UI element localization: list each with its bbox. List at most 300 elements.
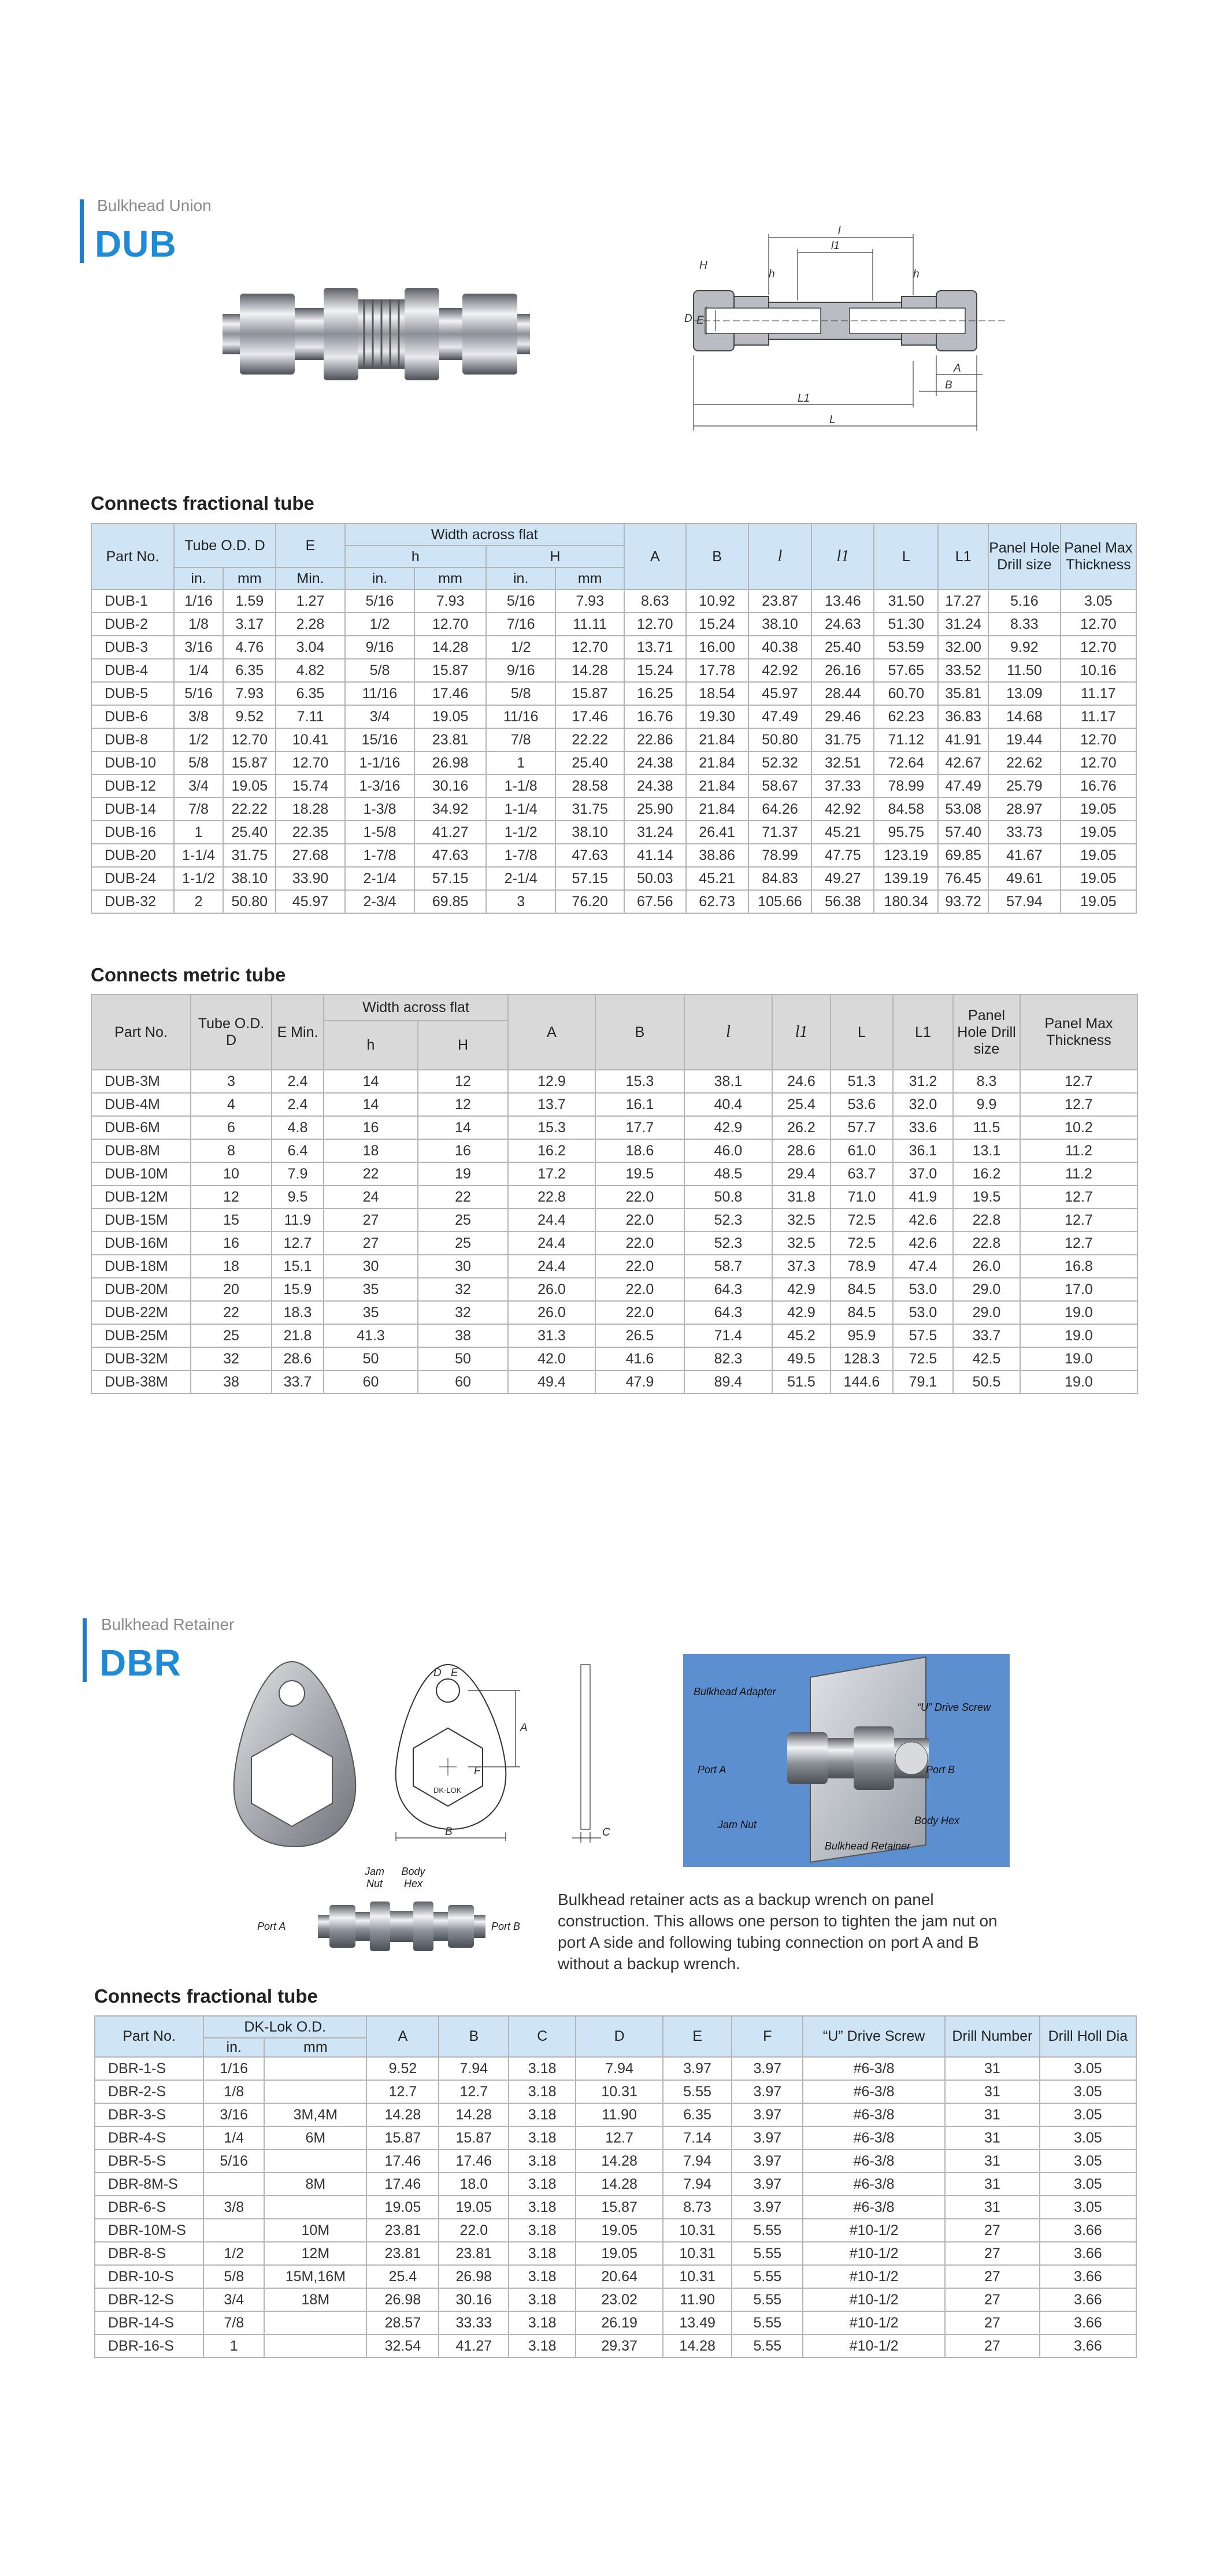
- table-cell: 19.05: [366, 2196, 439, 2219]
- col-dk-lok-od: DK-Lok O.D.: [203, 2016, 366, 2038]
- dbr-accent-bar: [83, 1618, 87, 1682]
- table-row: [91, 1347, 1137, 1370]
- part-number-cell: DBR-4-S: [95, 2126, 203, 2149]
- part-number-cell: DUB-20M: [91, 1278, 191, 1301]
- table-cell: 38.86: [686, 844, 748, 867]
- table-cell: 17.7: [595, 1116, 684, 1139]
- table-cell: 64.3: [684, 1301, 772, 1324]
- table-cell: 18.54: [686, 682, 748, 705]
- dub-fractional-body: [91, 590, 1136, 913]
- label-body-hex: Body Hex: [914, 1815, 960, 1826]
- part-number-cell: DBR-8-S: [95, 2242, 203, 2265]
- table-cell: 12.7: [1020, 1093, 1137, 1116]
- table-cell: 3/8: [174, 705, 224, 728]
- table-cell: 16.76: [624, 705, 686, 728]
- table-cell: 33.6: [893, 1116, 953, 1139]
- col-l1: l1: [811, 524, 874, 590]
- table-cell: 13.1: [953, 1139, 1020, 1162]
- unit-mm: mm: [223, 568, 276, 590]
- table-row: [91, 1116, 1137, 1139]
- table-cell: 3.97: [732, 2196, 803, 2219]
- table-cell: 12: [418, 1070, 508, 1093]
- table-cell: 3.05: [1040, 2173, 1136, 2196]
- table-cell: 30: [418, 1255, 508, 1278]
- dim-H-label: H: [699, 260, 707, 272]
- table-cell: 48.5: [684, 1162, 772, 1185]
- table-cell: 8M: [264, 2173, 366, 2196]
- table-cell: 3.18: [509, 2242, 576, 2265]
- table-cell: 21.8: [272, 1324, 324, 1347]
- table-cell: 3.97: [732, 2173, 803, 2196]
- table-row: [91, 1278, 1137, 1301]
- table-cell: [264, 2057, 366, 2080]
- table-cell: 36.1: [893, 1139, 953, 1162]
- table-cell: 37.3: [772, 1255, 831, 1278]
- table-cell: 3.97: [663, 2057, 732, 2080]
- table-cell: 22.8: [508, 1185, 595, 1209]
- table-row: [91, 1301, 1137, 1324]
- col-l1: l1: [772, 995, 831, 1070]
- table-cell: 15: [191, 1209, 272, 1232]
- table-cell: 12.70: [1061, 751, 1136, 774]
- table-cell: 38.10: [555, 821, 624, 844]
- table-cell: 22: [191, 1301, 272, 1324]
- dim-h-right-label: h: [913, 268, 920, 280]
- table-cell: 52.32: [748, 751, 812, 774]
- col-a: A: [508, 995, 595, 1070]
- part-number-cell: DBR-3-S: [95, 2103, 203, 2126]
- table-cell: 15.1: [272, 1255, 324, 1278]
- dbr-description: Bulkhead retainer acts as a backup wrench on panel construction. This allows one person to tighten the jam nut on port A side and following tubing connection on port A and B without a backup wrench.: [558, 1891, 998, 1973]
- table-cell: 31: [945, 2126, 1040, 2149]
- table-cell: 1-1/4: [174, 844, 224, 867]
- col-drill-size: Panel Hole Drill size: [988, 524, 1061, 590]
- table-cell: 24.4: [508, 1209, 595, 1232]
- table-cell: 56.38: [811, 890, 874, 913]
- table-cell: 15.87: [439, 2126, 509, 2149]
- table-cell: 24: [324, 1185, 418, 1209]
- table-cell: 16.2: [508, 1139, 595, 1162]
- col-b: B: [595, 995, 684, 1070]
- bulkhead-retainer-photo: [228, 1659, 361, 1849]
- part-number-cell: DUB-10M: [91, 1162, 191, 1185]
- table-row: [91, 798, 1136, 821]
- table-cell: 3: [486, 890, 556, 913]
- table-cell: 23.81: [366, 2242, 439, 2265]
- table-cell: 25: [418, 1232, 508, 1255]
- table-cell: 15/16: [345, 728, 415, 751]
- table-cell: 22.35: [276, 821, 344, 844]
- table-cell: 28.6: [772, 1139, 831, 1162]
- table-cell: 19.0: [1020, 1324, 1137, 1347]
- table-cell: 29.0: [953, 1301, 1020, 1324]
- table-cell: 19.05: [1061, 867, 1136, 890]
- part-number-cell: DUB-8M: [91, 1139, 191, 1162]
- table-row: [95, 2149, 1136, 2173]
- table-cell: 3.04: [276, 636, 344, 659]
- table-cell: 41.9: [893, 1185, 953, 1209]
- table-row: [91, 705, 1136, 728]
- table-cell: 12M: [264, 2242, 366, 2265]
- table-cell: 3.18: [509, 2265, 576, 2288]
- table-cell: 26.98: [414, 751, 486, 774]
- col-c: C: [509, 2016, 576, 2057]
- table-cell: 53.0: [893, 1301, 953, 1324]
- col-L1: L1: [938, 524, 988, 590]
- table-cell: 29.4: [772, 1162, 831, 1185]
- table-cell: 24.4: [508, 1255, 595, 1278]
- table-cell: 12.7: [1020, 1209, 1137, 1232]
- table-cell: 84.5: [831, 1278, 893, 1301]
- table-cell: 3.17: [223, 613, 276, 636]
- table-cell: 19.5: [953, 1185, 1020, 1209]
- table-row: [91, 1070, 1137, 1093]
- table-cell: 64.3: [684, 1278, 772, 1301]
- table-cell: 9.5: [272, 1185, 324, 1209]
- table-cell: 3.18: [509, 2103, 576, 2126]
- table-cell: 18.0: [439, 2173, 509, 2196]
- table-cell: 31.75: [223, 844, 276, 867]
- dim-L1-label: L1: [798, 392, 810, 405]
- col-e: E: [663, 2016, 732, 2057]
- table-cell: 7.93: [223, 682, 276, 705]
- table-cell: 95.75: [874, 821, 938, 844]
- table-cell: 51.30: [874, 613, 938, 636]
- table-cell: 28.97: [988, 798, 1061, 821]
- part-number-cell: DUB-1: [91, 590, 174, 613]
- table-cell: 42.6: [893, 1209, 953, 1232]
- table-cell: 37.0: [893, 1162, 953, 1185]
- table-cell: 62.23: [874, 705, 938, 728]
- table-cell: 27: [945, 2311, 1040, 2334]
- table-cell: 5.55: [663, 2080, 732, 2103]
- dub-accent-bar: [80, 199, 84, 263]
- table-cell: 12: [191, 1185, 272, 1209]
- table-cell: #6-3/8: [803, 2173, 945, 2196]
- table-cell: 14.28: [555, 659, 624, 682]
- table-row: [95, 2311, 1136, 2334]
- part-number-cell: DUB-2: [91, 613, 174, 636]
- table-cell: 144.6: [831, 1370, 893, 1393]
- table-cell: 27: [945, 2265, 1040, 2288]
- table-cell: 17.78: [686, 659, 748, 682]
- table-cell: 16.8: [1020, 1255, 1137, 1278]
- table-cell: [264, 2311, 366, 2334]
- table-cell: 28.44: [811, 682, 874, 705]
- table-cell: 30: [324, 1255, 418, 1278]
- table-cell: 2-1/4: [345, 867, 415, 890]
- table-row: [91, 1232, 1137, 1255]
- table-cell: 19.05: [1061, 844, 1136, 867]
- table-cell: 5/16: [486, 590, 556, 613]
- table-cell: 31: [945, 2080, 1040, 2103]
- table-cell: 21.84: [686, 728, 748, 751]
- table-cell: #6-3/8: [803, 2057, 945, 2080]
- table-row: [91, 1370, 1137, 1393]
- table-cell: 16.00: [686, 636, 748, 659]
- table-cell: #6-3/8: [803, 2196, 945, 2219]
- table-cell: 22.86: [624, 728, 686, 751]
- table-cell: 11/16: [486, 705, 556, 728]
- table-cell: 41.27: [414, 821, 486, 844]
- table-cell: 33.33: [439, 2311, 509, 2334]
- table-cell: 1.27: [276, 590, 344, 613]
- col-drill-size: Panel Hole Drill size: [953, 995, 1020, 1070]
- table-cell: 6.35: [276, 682, 344, 705]
- table-cell: 52.3: [684, 1209, 772, 1232]
- part-number-cell: DBR-1-S: [95, 2057, 203, 2080]
- table-cell: 12: [418, 1093, 508, 1116]
- table-cell: 42.92: [748, 659, 812, 682]
- table-cell: 1-1/2: [174, 867, 224, 890]
- table-cell: 72.64: [874, 751, 938, 774]
- table-cell: 22: [324, 1162, 418, 1185]
- part-number-cell: DUB-12: [91, 774, 174, 798]
- table-cell: 49.27: [811, 867, 874, 890]
- table-cell: 15.3: [595, 1070, 684, 1093]
- table-cell: 62.73: [686, 890, 748, 913]
- table-cell: 1/16: [203, 2057, 264, 2080]
- table-cell: 3.18: [509, 2080, 576, 2103]
- table-cell: 33.7: [953, 1324, 1020, 1347]
- table-cell: 11.2: [1020, 1139, 1137, 1162]
- part-number-cell: DUB-4: [91, 659, 174, 682]
- table-cell: [264, 2334, 366, 2358]
- table-cell: 67.56: [624, 890, 686, 913]
- table-cell: 21.84: [686, 774, 748, 798]
- dub-fractional-caption: Connects fractional tube: [91, 492, 314, 514]
- part-number-cell: DBR-12-S: [95, 2288, 203, 2311]
- table-cell: 16.25: [624, 682, 686, 705]
- table-cell: 40.4: [684, 1093, 772, 1116]
- dim-D-label: D: [433, 1667, 442, 1679]
- table-cell: 57.7: [831, 1116, 893, 1139]
- table-cell: 3.05: [1040, 2196, 1136, 2219]
- part-number-cell: DBR-8M-S: [95, 2173, 203, 2196]
- table-cell: 51.3: [831, 1070, 893, 1093]
- table-cell: 12.70: [1061, 613, 1136, 636]
- table-cell: #10-1/2: [803, 2288, 945, 2311]
- table-cell: 3.66: [1040, 2311, 1136, 2334]
- table-cell: 17.27: [938, 590, 988, 613]
- table-cell: 72.5: [831, 1232, 893, 1255]
- part-number-cell: DUB-12M: [91, 1185, 191, 1209]
- table-cell: 25.90: [624, 798, 686, 821]
- table-cell: 15.87: [576, 2196, 663, 2219]
- table-row: [95, 2196, 1136, 2219]
- table-cell: 7.94: [663, 2149, 732, 2173]
- dim-D-label: D: [684, 313, 692, 325]
- table-row: [95, 2103, 1136, 2126]
- table-cell: 72.5: [893, 1347, 953, 1370]
- table-cell: 60: [324, 1370, 418, 1393]
- table-cell: 8.33: [988, 613, 1061, 636]
- table-cell: 76.20: [555, 890, 624, 913]
- label-body-hex: Body Hex: [401, 1866, 425, 1889]
- table-cell: 38.10: [748, 613, 812, 636]
- table-cell: 15.74: [276, 774, 344, 798]
- col-tube-od: Tube O.D. D: [174, 524, 276, 568]
- table-cell: 14.28: [576, 2173, 663, 2196]
- table-cell: 31.8: [772, 1185, 831, 1209]
- table-cell: 14.28: [414, 636, 486, 659]
- table-cell: 31: [945, 2149, 1040, 2173]
- label-bulkhead-adapter: Bulkhead Adapter: [694, 1686, 776, 1697]
- table-cell: 15.24: [686, 613, 748, 636]
- dim-C-label: C: [602, 1826, 610, 1839]
- table-cell: 41.3: [324, 1324, 418, 1347]
- col-width-across-flat: Width across flat: [345, 524, 624, 546]
- dim-B-label: B: [945, 379, 952, 391]
- table-cell: 19.5: [595, 1162, 684, 1185]
- table-cell: 19.0: [1020, 1370, 1137, 1393]
- table-cell: 19.05: [223, 774, 276, 798]
- table-cell: 13.46: [811, 590, 874, 613]
- dub-metric-caption: Connects metric tube: [91, 964, 286, 985]
- table-cell: 3.05: [1040, 2057, 1136, 2080]
- table-cell: 64.26: [748, 798, 812, 821]
- table-cell: 45.97: [276, 890, 344, 913]
- table-cell: 1/2: [203, 2242, 264, 2265]
- table-row: [91, 1162, 1137, 1185]
- table-cell: 25.40: [555, 751, 624, 774]
- table-row: [91, 844, 1136, 867]
- table-cell: 14.28: [366, 2103, 439, 2126]
- table-cell: 19.30: [686, 705, 748, 728]
- table-cell: 16: [191, 1232, 272, 1255]
- table-cell: 5/16: [203, 2149, 264, 2173]
- table-cell: 50.5: [953, 1370, 1020, 1393]
- table-cell: 50: [324, 1347, 418, 1370]
- table-cell: 15.87: [366, 2126, 439, 2149]
- table-cell: 32.5: [772, 1209, 831, 1232]
- dub-metric-table: [91, 994, 1138, 1394]
- table-cell: 20.64: [576, 2265, 663, 2288]
- part-number-cell: DUB-20: [91, 844, 174, 867]
- col-e: E: [276, 524, 344, 568]
- table-cell: [264, 2196, 366, 2219]
- table-cell: [203, 2219, 264, 2242]
- table-cell: 3: [191, 1070, 272, 1093]
- dbr-caption: Connects fractional tube: [94, 1985, 318, 2007]
- table-cell: 3/16: [203, 2103, 264, 2126]
- table-cell: 22: [418, 1185, 508, 1209]
- unit-in: in.: [203, 2038, 264, 2057]
- table-row: [91, 728, 1136, 751]
- table-cell: 22.0: [439, 2219, 509, 2242]
- table-cell: 27: [945, 2242, 1040, 2265]
- table-cell: 2: [174, 890, 224, 913]
- table-cell: 22.0: [595, 1232, 684, 1255]
- table-cell: 47.63: [414, 844, 486, 867]
- table-cell: 30.16: [439, 2288, 509, 2311]
- table-cell: 50.80: [748, 728, 812, 751]
- table-cell: 33.52: [938, 659, 988, 682]
- table-cell: 51.5: [772, 1370, 831, 1393]
- table-cell: 3/16: [174, 636, 224, 659]
- dub-metric-body: [91, 1070, 1137, 1393]
- table-cell: 7/8: [203, 2311, 264, 2334]
- table-cell: 38.10: [223, 867, 276, 890]
- table-cell: 7/16: [486, 613, 556, 636]
- table-cell: 1: [203, 2334, 264, 2358]
- table-cell: 3.05: [1040, 2080, 1136, 2103]
- table-cell: 24.4: [508, 1232, 595, 1255]
- table-cell: 23.81: [366, 2219, 439, 2242]
- table-cell: 11.50: [988, 659, 1061, 682]
- table-cell: 10.31: [576, 2080, 663, 2103]
- table-cell: 60.70: [874, 682, 938, 705]
- dim-A-label: A: [954, 362, 961, 375]
- table-cell: 33.7: [272, 1370, 324, 1393]
- table-cell: 25.40: [811, 636, 874, 659]
- col-width-across-flat: Width across flat: [324, 995, 508, 1021]
- unit-mm: mm: [414, 568, 486, 590]
- table-cell: 25.4: [366, 2265, 439, 2288]
- table-cell: 5.55: [732, 2265, 803, 2288]
- table-cell: 8.3: [953, 1070, 1020, 1093]
- table-cell: 28.6: [272, 1347, 324, 1370]
- table-cell: 22.8: [953, 1209, 1020, 1232]
- table-cell: 25.79: [988, 774, 1061, 798]
- table-cell: 7.93: [414, 590, 486, 613]
- table-cell: 1: [486, 751, 556, 774]
- table-cell: 3.18: [509, 2311, 576, 2334]
- table-cell: 12.70: [1061, 636, 1136, 659]
- table-cell: 9/16: [345, 636, 415, 659]
- dk-lok-logo-text: DK-LOK: [433, 1786, 462, 1795]
- table-row: [95, 2219, 1136, 2242]
- table-cell: 2.28: [276, 613, 344, 636]
- table-cell: 7.9: [272, 1162, 324, 1185]
- table-row: [95, 2173, 1136, 2196]
- table-cell: 26.41: [686, 821, 748, 844]
- table-cell: 10.31: [663, 2219, 732, 2242]
- table-cell: 36.83: [938, 705, 988, 728]
- table-cell: 12.70: [276, 751, 344, 774]
- table-cell: 3M,4M: [264, 2103, 366, 2126]
- table-cell: 1/2: [486, 636, 556, 659]
- table-cell: 14: [418, 1116, 508, 1139]
- table-cell: 18.28: [276, 798, 344, 821]
- table-cell: 1: [174, 821, 224, 844]
- table-cell: 42.9: [772, 1301, 831, 1324]
- col-part-no: Part No.: [95, 2016, 203, 2057]
- table-cell: 29.0: [953, 1278, 1020, 1301]
- dbr-table: [94, 2015, 1137, 2358]
- table-cell: 11.2: [1020, 1162, 1137, 1185]
- table-cell: 17.0: [1020, 1278, 1137, 1301]
- table-cell: 28.58: [555, 774, 624, 798]
- table-cell: 57.65: [874, 659, 938, 682]
- table-cell: 37.33: [811, 774, 874, 798]
- table-cell: 3.18: [509, 2057, 576, 2080]
- table-cell: 5/8: [174, 751, 224, 774]
- table-cell: 16.76: [1061, 774, 1136, 798]
- table-cell: 15.87: [414, 659, 486, 682]
- table-cell: 27.68: [276, 844, 344, 867]
- bulkhead-union-photo: [220, 276, 532, 392]
- table-cell: 26.0: [953, 1255, 1020, 1278]
- table-cell: 31.75: [555, 798, 624, 821]
- table-cell: 3.05: [1040, 2103, 1136, 2126]
- table-cell: 3/4: [203, 2288, 264, 2311]
- table-cell: #6-3/8: [803, 2149, 945, 2173]
- unit-mm: mm: [555, 568, 624, 590]
- table-cell: 45.97: [748, 682, 812, 705]
- table-cell: 20: [191, 1278, 272, 1301]
- part-number-cell: DBR-16-S: [95, 2334, 203, 2358]
